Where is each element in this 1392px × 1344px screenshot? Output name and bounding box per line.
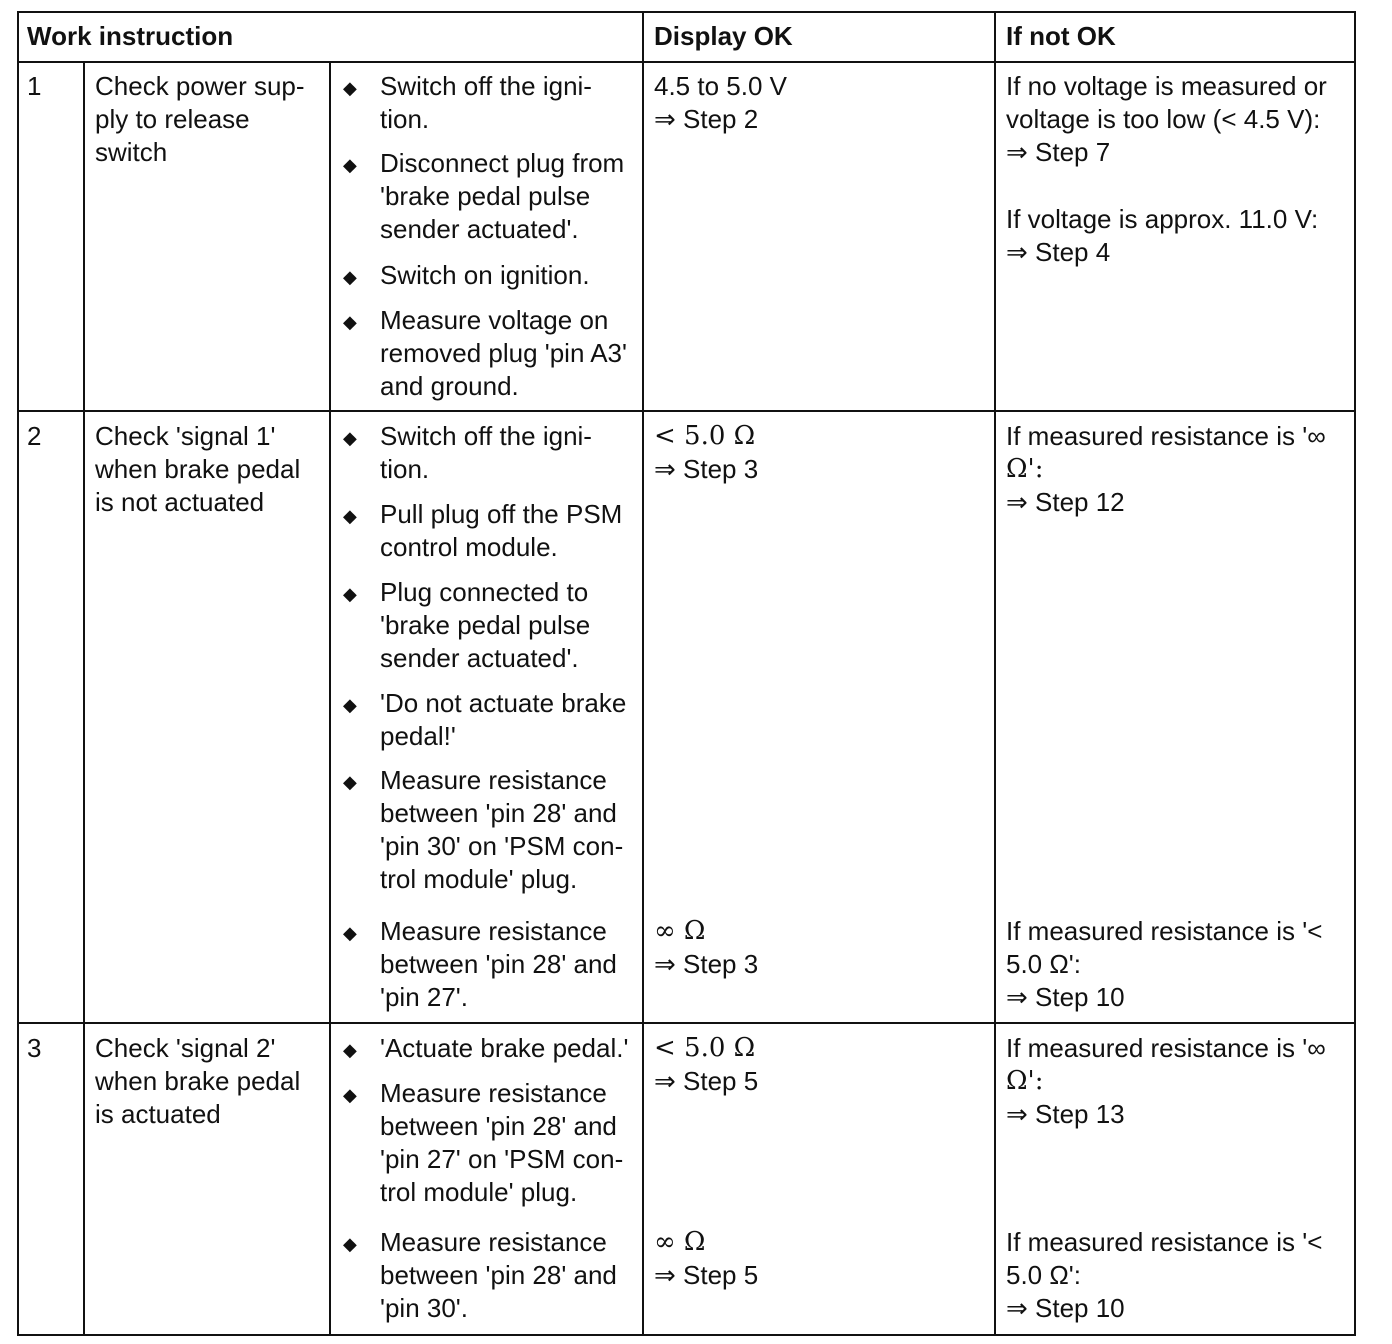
display-ok-value: 4.5 to 5.0 V ⇒ Step 2 [654,71,787,134]
bullet-icon: ◆ [343,923,357,943]
header-if-not-ok: If not OK [1006,21,1116,51]
bullet-icon: ◆ [343,506,357,526]
row-divider-header [17,61,1356,63]
check-description: Check 'signal 1' when brake pedal is not actuated [95,421,301,517]
instruction-item: 'Do not actuate brake pedal!' [380,688,627,751]
bullet-icon: ◆ [343,772,357,792]
instruction-item: Switch off the igni- tion. [380,421,592,484]
instruction-item: Plug connected to 'brake pedal pulse sender actuated'. [380,577,591,673]
instruction-item: Pull plug off the PSM control module. [380,499,623,562]
header-work-instruction: Work instruction [27,21,234,51]
display-ok-value: < 5.0 Ω ⇒ Step 5 [654,1033,759,1096]
check-description: Check power sup- ply to release switch [95,71,305,167]
col-divider-notok [994,11,996,1334]
instruction-item: Measure voltage on removed plug 'pin A3' and ground. [380,305,627,401]
bullet-icon: ◆ [343,312,357,332]
instruction-item: Measure resistance between 'pin 28' and 'pin 27' on 'PSM con- trol module' plug. [380,1078,624,1207]
step-number: 1 [27,71,42,101]
bullet-icon: ◆ [343,695,357,715]
if-not-ok-value: If measured resistance is '∞ Ω': ⇒ Step 13 [1006,1033,1326,1129]
instruction-item: Disconnect plug from 'brake pedal pulse sender actuated'. [380,148,625,244]
if-not-ok-value: If measured resistance is '< 5.0 Ω': ⇒ Step 10 [1006,916,1323,1012]
bullet-icon: ◆ [343,78,357,98]
row-divider-2 [17,1022,1356,1024]
row-divider-1 [17,410,1356,412]
step-number: 3 [27,1033,42,1063]
instruction-item: Switch on ignition. [380,260,590,290]
if-not-ok-value: If measured resistance is '∞ Ω': ⇒ Step 12 [1006,421,1326,517]
instruction-item: 'Actuate brake pedal.' [380,1033,629,1063]
check-description: Check 'signal 2' when brake pedal is actuated [95,1033,301,1129]
col-divider-display [642,11,644,1334]
col-divider-check [329,62,331,1334]
bullet-icon: ◆ [343,155,357,175]
if-not-ok-value: If no voltage is measured or voltage is too low (< 4.5 V): ⇒ Step 7 [1006,71,1327,167]
if-not-ok-value: If measured resistance is '< 5.0 Ω': ⇒ Step 10 [1006,1227,1323,1323]
bullet-icon: ◆ [343,584,357,604]
bullet-icon: ◆ [343,428,357,448]
bullet-icon: ◆ [343,1085,357,1105]
step-number: 2 [27,421,42,451]
display-ok-value: ∞ Ω ⇒ Step 3 [654,916,759,979]
bullet-icon: ◆ [343,1234,357,1254]
instruction-item: Measure resistance between 'pin 28' and 'pin 30'. [380,1227,617,1323]
if-not-ok-value: If voltage is approx. 11.0 V: ⇒ Step 4 [1006,204,1319,267]
display-ok-value: ∞ Ω ⇒ Step 5 [654,1227,759,1290]
col-divider-step [83,62,85,1334]
bullet-icon: ◆ [343,1040,357,1060]
instruction-item: Switch off the igni- tion. [380,71,592,134]
display-ok-value: < 5.0 Ω ⇒ Step 3 [654,421,759,484]
header-display-ok: Display OK [654,21,793,51]
instruction-item: Measure resistance between 'pin 28' and 'pin 27'. [380,916,617,1012]
bullet-icon: ◆ [343,267,357,287]
instruction-item: Measure resistance between 'pin 28' and 'pin 30' on 'PSM con- trol module' plug. [380,765,624,894]
